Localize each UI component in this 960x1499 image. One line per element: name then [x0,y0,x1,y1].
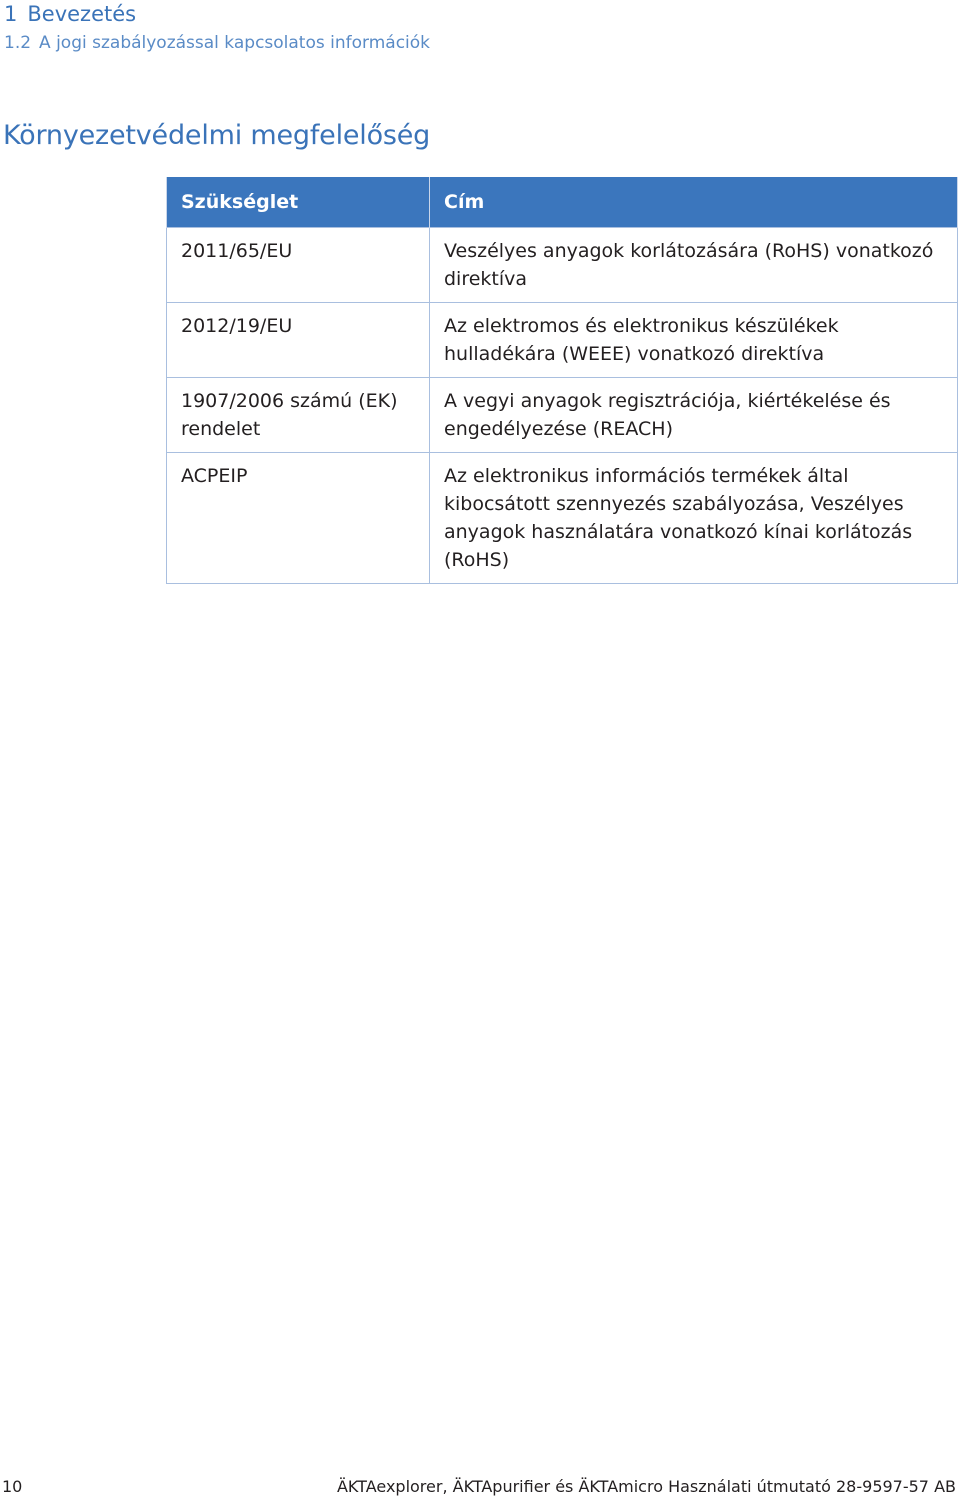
compliance-table [166,177,958,584]
table-header-row [167,177,958,228]
chapter-title: Bevezetés [27,2,137,26]
footer-page-number: 10 [2,1477,23,1496]
table-row [167,378,958,453]
column-header-requirement: Szükséglet [167,177,430,228]
table-row [167,228,958,303]
requirement-cell: 1907/2006 számú (EK) rendelet [167,378,430,453]
column-header-title: Cím [430,177,958,228]
title-cell: Veszélyes anyagok korlátozására (RoHS) vonatkozó direktíva [430,228,958,303]
section-header [4,33,430,53]
chapter-header [4,2,136,26]
requirement-cell: ACPEIP [167,453,430,584]
title-cell: Az elektronikus információs termékek által kibocsátott szennyezés szabályozása, Veszélyes anyagok használatára vonatkozó kínai korlátozás (RoHS) [430,453,958,584]
table-row [167,303,958,378]
footer-document-title: ÄKTAexplorer, ÄKTApurifier és ÄKTAmicro Használati útmutató 28-9597-57 AB [336,1477,956,1496]
section-number: 1.2 [4,33,32,53]
requirement-cell: 2012/19/EU [167,303,430,378]
table-row [167,453,958,584]
page-heading: Környezetvédelmi megfelelőség [3,120,431,151]
section-title: A jogi szabályozással kapcsolatos információk [39,33,431,53]
title-cell: A vegyi anyagok regisztrációja, kiértékelése és engedélyezése (REACH) [430,378,958,453]
chapter-number: 1 [4,2,18,26]
title-cell: Az elektromos és elektronikus készülékek hulladékára (WEEE) vonatkozó direktíva [430,303,958,378]
requirement-cell: 2011/65/EU [167,228,430,303]
